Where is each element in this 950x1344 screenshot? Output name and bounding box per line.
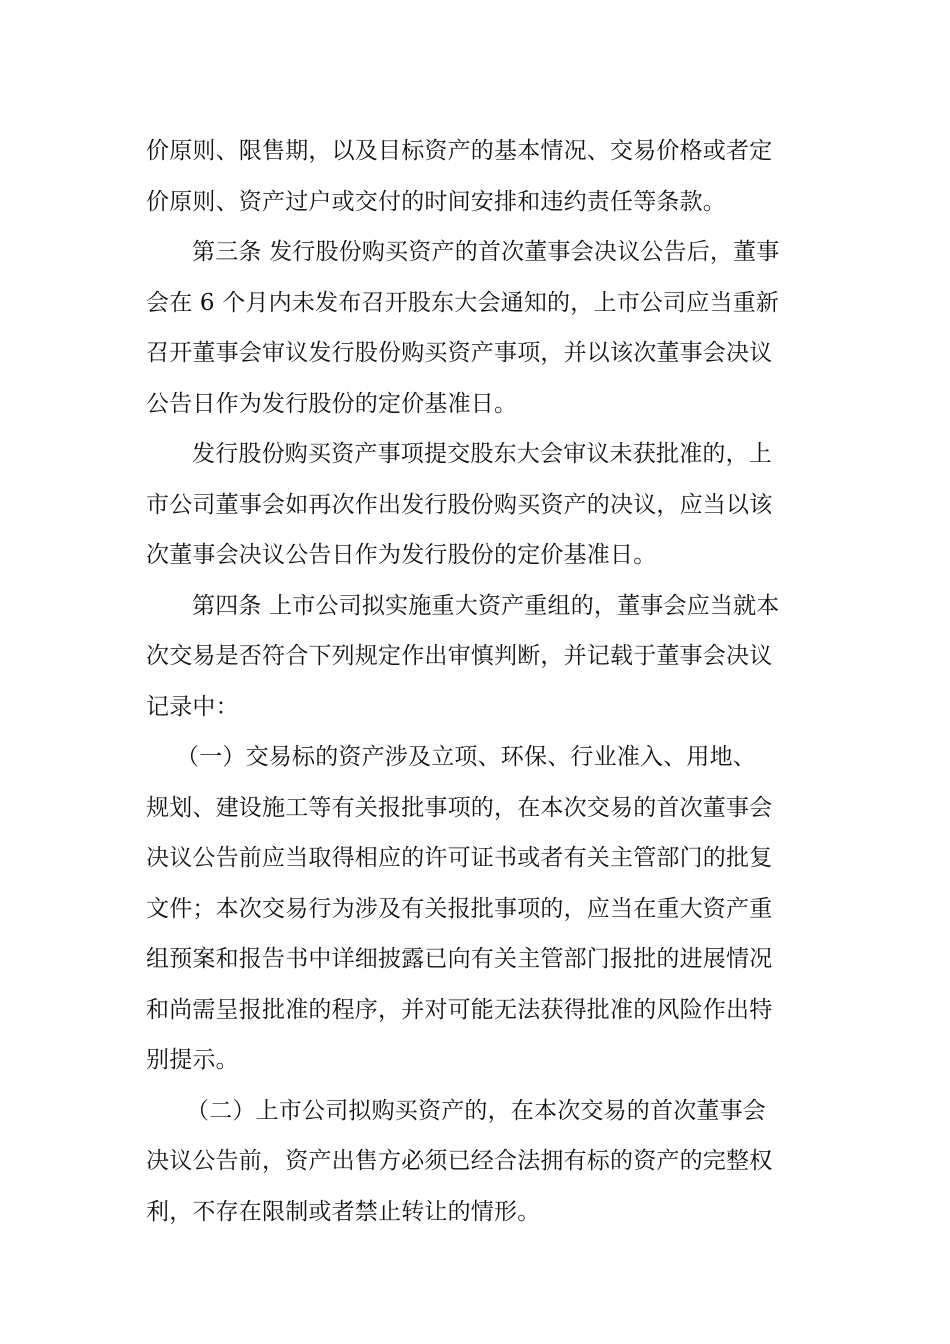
document-body xyxy=(146,126,794,1237)
paragraph-3 xyxy=(146,429,794,581)
paragraph-1 xyxy=(146,126,794,227)
paragraph-line: 次董事会决议公告日作为发行股份的定价基准日。 xyxy=(146,542,657,568)
paragraph-line: 利，不存在限制或者禁止转让的情形。 xyxy=(146,1198,541,1225)
paragraph-line: 记录中： xyxy=(146,693,239,720)
paragraph-line: 价原则、限售期，以及目标资产的基本情况、交易价格或者定 xyxy=(146,138,773,164)
paragraph-line: 组预案和报告书中详细披露已向有关主管部门报批的进展情况 xyxy=(146,946,773,972)
paragraph-line: 别提示。 xyxy=(146,1047,239,1073)
paragraph-line: 文件；本次交易行为涉及有关报批事项的，应当在重大资产重 xyxy=(146,895,773,922)
paragraph-line: 和尚需呈报批准的程序，并对可能无法获得批准的风险作出特 xyxy=(146,996,773,1023)
paragraph-article-4 xyxy=(146,581,794,733)
paragraph-line: 决议公告前，资产出售方必须已经合法拥有标的资产的完整权 xyxy=(146,1148,773,1174)
paragraph-item-1 xyxy=(146,732,794,1086)
paragraph-article-3 xyxy=(146,227,794,429)
paragraph-line: 第四条 上市公司拟实施重大资产重组的，董事会应当就本 xyxy=(192,592,780,619)
paragraph-line: 价原则、资产过户或交付的时间安排和违约责任等条款。 xyxy=(146,188,726,215)
paragraph-line: 市公司董事会如再次作出发行股份购买资产的决议，应当以该 xyxy=(146,491,773,518)
paragraph-line: 会在 6 个月内未发布召开股东大会通知的，上市公司应当重新 xyxy=(146,289,780,316)
paragraph-line: 次交易是否符合下列规定作出审慎判断，并记载于董事会决议 xyxy=(146,643,773,669)
paragraph-line: （一）交易标的资产涉及立项、环保、行业准入、用地、 xyxy=(176,744,756,770)
paragraph-item-2 xyxy=(146,1086,794,1238)
paragraph-line: 公告日作为发行股份的定价基准日。 xyxy=(146,390,518,417)
paragraph-line: （二）上市公司拟购买资产的，在本次交易的首次董事会 xyxy=(186,1097,766,1124)
paragraph-line: 决议公告前应当取得相应的许可证书或者有关主管部门的批复 xyxy=(146,845,773,871)
paragraph-line: 召开董事会审议发行股份购买资产事项，并以该次董事会决议 xyxy=(146,340,773,366)
paragraph-line: 第三条 发行股份购买资产的首次董事会决议公告后，董事 xyxy=(192,239,780,265)
paragraph-line: 规划、建设施工等有关报批事项的，在本次交易的首次董事会 xyxy=(146,794,773,821)
paragraph-line: 发行股份购买资产事项提交股东大会审议未获批准的，上 xyxy=(192,441,772,467)
